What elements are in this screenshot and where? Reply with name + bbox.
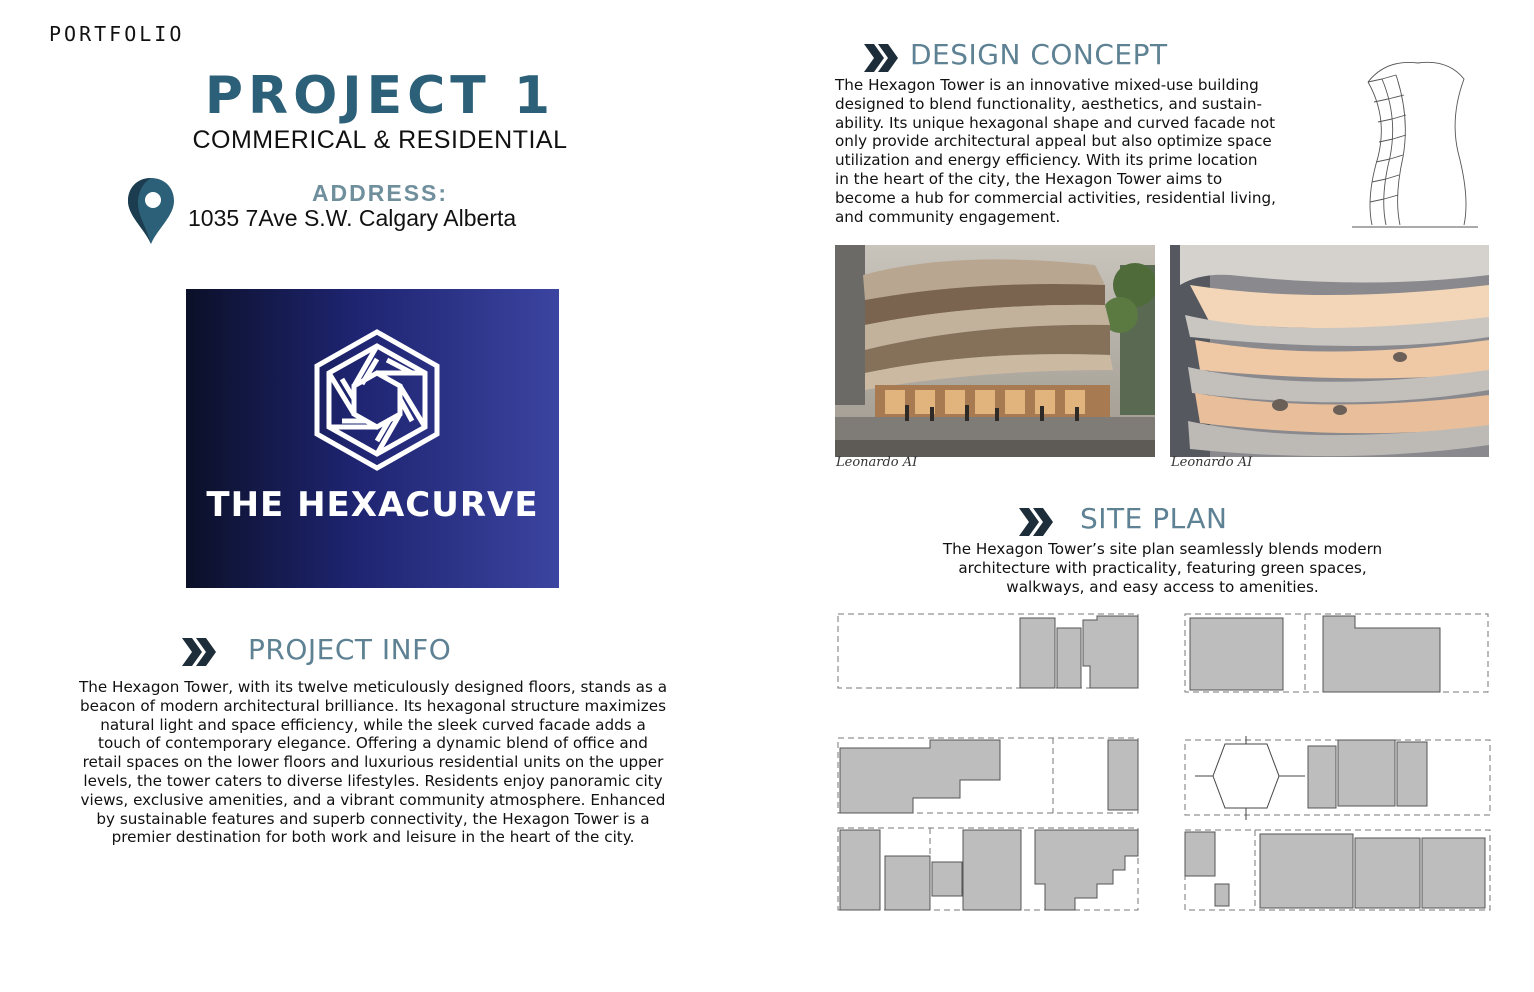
text-line: The Hexagon Tower is an innovative mixed-use building — [835, 76, 1259, 94]
image-caption: Leonardo AI — [1171, 455, 1253, 470]
text-line: ability. Its unique hexagonal shape and curved facade not — [835, 113, 1276, 132]
project-info-body — [78, 678, 668, 847]
site-plan-body — [935, 540, 1390, 596]
address-label: ADDRESS: — [311, 180, 449, 206]
portfolio-label: PORTFOLIO — [49, 22, 185, 46]
text-line: views, exclusive amenities, and a vibrant community atmosphere. Enhanced — [80, 790, 666, 809]
hexacurve-logo — [186, 289, 559, 588]
double-chevron-icon — [1017, 506, 1057, 538]
location-pin-icon — [126, 176, 176, 246]
project-info-title: PROJECT INFO — [248, 633, 452, 666]
text-line: by sustainable features and superb connectivity, the Hexagon Tower is a — [96, 809, 650, 828]
text-line: levels, the tower caters to diverse lifestyles. Residents enjoy panoramic city — [83, 771, 663, 790]
text-line: touch of contemporary elegance. Offering a dynamic blend of office and — [98, 734, 648, 753]
project-subtitle: COMMERICAL & RESIDENTIAL — [192, 126, 568, 154]
hexagon-logo-icon — [312, 329, 442, 471]
text-line: in the heart of the city, the Hexagon Tower aims to — [835, 169, 1223, 188]
image-caption: Leonardo AI — [836, 455, 918, 470]
text-line: retail spaces on the lower floors and luxurious residential units on the upper — [82, 753, 664, 772]
double-chevron-icon — [862, 42, 902, 74]
site-plan-title: SITE PLAN — [1080, 502, 1228, 535]
double-chevron-icon — [180, 636, 220, 668]
text-line: become a hub for commercial activities, residential living, — [835, 188, 1276, 207]
text-line: and community engagement. — [835, 207, 1061, 226]
text-line: natural light and space efficiency, while the sleek curved facade adds a — [100, 715, 646, 734]
site-plan-drawing — [835, 608, 1495, 918]
text-line: only provide architectural appeal but also optimize space — [835, 132, 1272, 151]
text-line: walkways, and easy access to amenities. — [1006, 577, 1319, 596]
design-concept-body — [835, 76, 1285, 226]
logo-text: THE HEXACURVE — [206, 485, 539, 525]
text-line: The Hexagon Tower’s site plan seamlessly blends modern — [942, 540, 1383, 558]
tower-sketch-image — [1348, 57, 1483, 232]
tower-rendering-facade-image — [1170, 245, 1489, 457]
text-line: premier destination for both work and leisure in the heart of the city. — [111, 828, 635, 847]
text-line: The Hexagon Tower, with its twelve meticulously designed floors, stands as a — [78, 678, 668, 696]
project-title: PROJECT 1 — [204, 66, 556, 126]
text-line: utilization and energy efficiency. With its prime location — [835, 151, 1258, 170]
design-concept-title: DESIGN CONCEPT — [910, 38, 1168, 71]
text-line: architecture with practicality, featuring green spaces, — [958, 558, 1367, 577]
text-line: beacon of modern architectural brilliance. Its hexagonal structure maximizes — [79, 696, 667, 715]
text-line: designed to blend functionality, aesthetics, and sustain- — [835, 94, 1262, 113]
tower-rendering-street-image — [835, 245, 1155, 457]
address-value: 1035 7Ave S.W. Calgary Alberta — [188, 205, 517, 231]
